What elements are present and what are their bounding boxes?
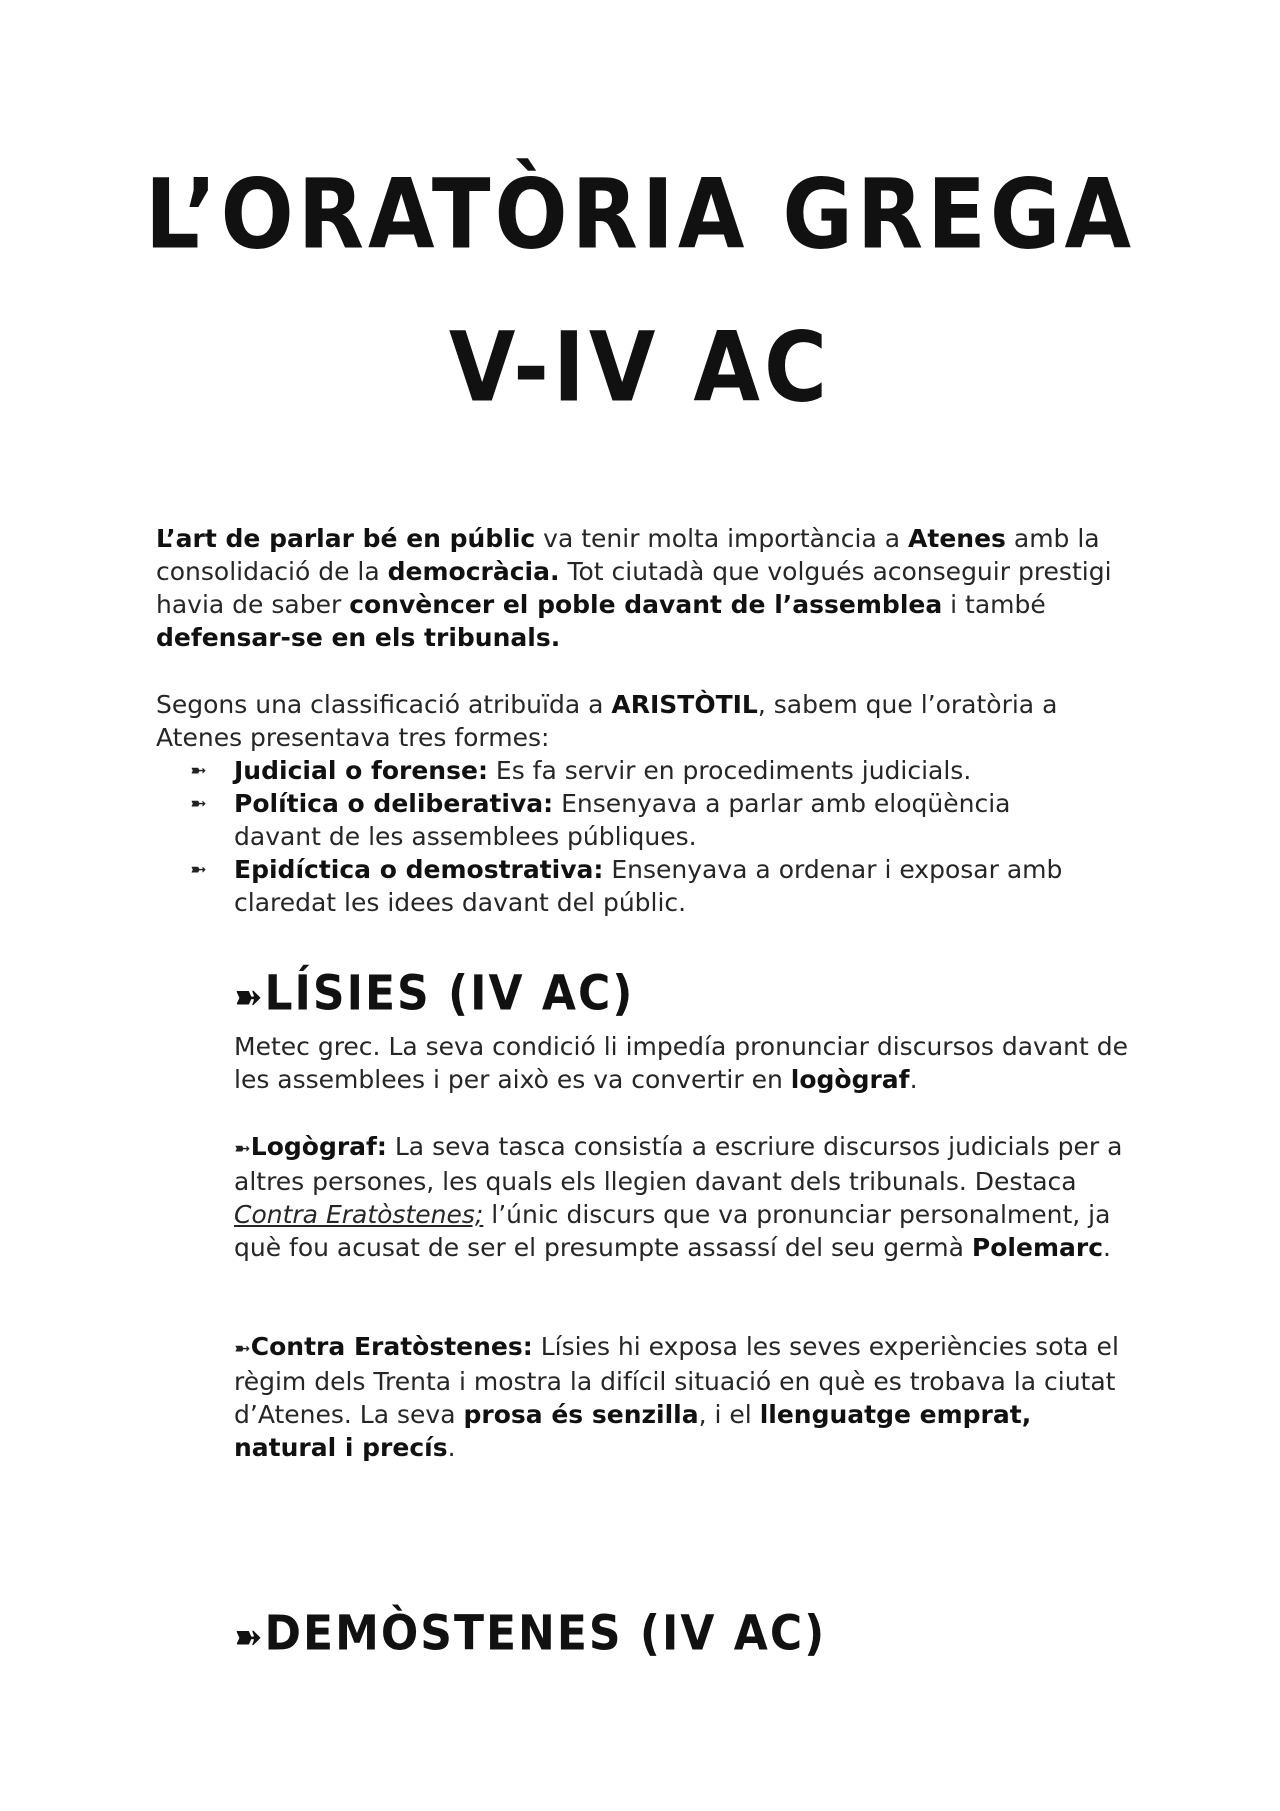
classification-bold-1: ARISTÒTIL	[611, 690, 758, 719]
form-description: Ensenyava a ordenar i exposar amb claredat les idees davant del públic.	[234, 855, 1063, 917]
contra-bold-2: llenguatge emprat, natural i precís	[234, 1400, 1032, 1462]
classification-text-1: Segons una classificació atribuïda a	[156, 690, 612, 719]
section-heading-lisies	[234, 965, 634, 1021]
section-heading-text: LÍSIES (IV AC)	[264, 965, 635, 1022]
form-term: Judicial o forense:	[234, 756, 488, 785]
contra-term: Contra Eratòstenes:	[250, 1332, 533, 1361]
intro-text-2: amb la consolidació de la	[156, 524, 1100, 586]
arrow-icon: ➼	[234, 1136, 251, 1160]
logograf-end: .	[1103, 1233, 1111, 1262]
list-item	[190, 754, 1090, 787]
logograf-bold: Polemarc	[971, 1233, 1104, 1262]
contra-bold-1: prosa és senzilla	[463, 1400, 699, 1429]
classification-text-2: , sabem que l’oratòria a Atenes presentava tres formes:	[156, 690, 1058, 752]
logograf-text-1: La seva tasca consistía a escriure discursos judicials per a altres persones, les quals els llegien davant dels tribunals. Destaca	[234, 1132, 1123, 1196]
arrow-icon: ➼	[234, 1336, 251, 1360]
form-term: Epidíctica o demostrativa:	[234, 855, 604, 884]
intro-bold-3: democràcia.	[387, 557, 560, 586]
logograf-paragraph	[234, 1130, 1134, 1264]
contra-text-2: , i el	[698, 1400, 760, 1429]
contra-eratostenes-paragraph	[234, 1330, 1134, 1464]
contra-end: .	[447, 1433, 456, 1462]
section-heading-demostenes	[234, 1605, 826, 1661]
list-item	[190, 787, 1090, 853]
page-subtitle-period: V-IV AC	[448, 312, 832, 424]
intro-text-3: Tot ciutadà que volgués aconseguir prestigi havia de saber	[156, 557, 1112, 619]
intro-text-4: i també	[942, 590, 1046, 619]
arrow-bullet-icon: ➼	[190, 791, 207, 815]
form-description: Es fa servir en procediments judicials.	[487, 756, 972, 785]
contra-text-1: Lísies hi exposa les seves experiències sota el règim dels Trenta i mostra la difícil situació en què es trobava la ciutat d’Atenes. La seva	[234, 1332, 1119, 1429]
work-title: Contra Eratòstenes;	[234, 1200, 484, 1229]
arrow-bullet-icon: ➼	[190, 758, 207, 782]
section-heading-text: DEMÒSTENES (IV AC)	[264, 1605, 827, 1662]
page-title: L’ORATÒRIA GREGA	[144, 159, 1136, 271]
logograf-text-2: l’únic discurs que va pronunciar personalment, ja què fou acusat de ser el presumpte assassí del seu germà	[234, 1200, 1111, 1262]
intro-text-1: va tenir molta importància a	[535, 524, 909, 553]
classification-paragraph	[156, 688, 1136, 754]
arrow-icon: ➽	[234, 975, 265, 1020]
oratory-forms-list	[190, 754, 1090, 919]
lisies-intro-paragraph	[234, 1030, 1134, 1096]
form-description: Ensenyava a parlar amb eloqüència davant de les assemblees públiques.	[234, 789, 1011, 851]
intro-bold-5: defensar-se en els tribunals.	[156, 623, 561, 652]
lisies-intro-text: Metec grec. La seva condició li impedía pronunciar discursos davant de les assemblees i per això es va convertir en	[234, 1032, 1129, 1094]
arrow-bullet-icon: ➼	[190, 857, 207, 881]
list-item	[190, 853, 1090, 919]
intro-bold-1: L’art de parlar bé en públic	[156, 524, 536, 553]
lisies-intro-bold: logògraf	[790, 1065, 910, 1094]
intro-bold-4: convèncer el poble davant de l’assemblea	[349, 590, 943, 619]
form-term: Política o deliberativa:	[234, 789, 554, 818]
logograf-term: Logògraf:	[250, 1132, 387, 1161]
intro-bold-2: Atenes	[908, 524, 1006, 553]
lisies-intro-end: .	[909, 1065, 918, 1094]
arrow-icon: ➽	[234, 1615, 265, 1660]
intro-paragraph	[156, 522, 1136, 654]
